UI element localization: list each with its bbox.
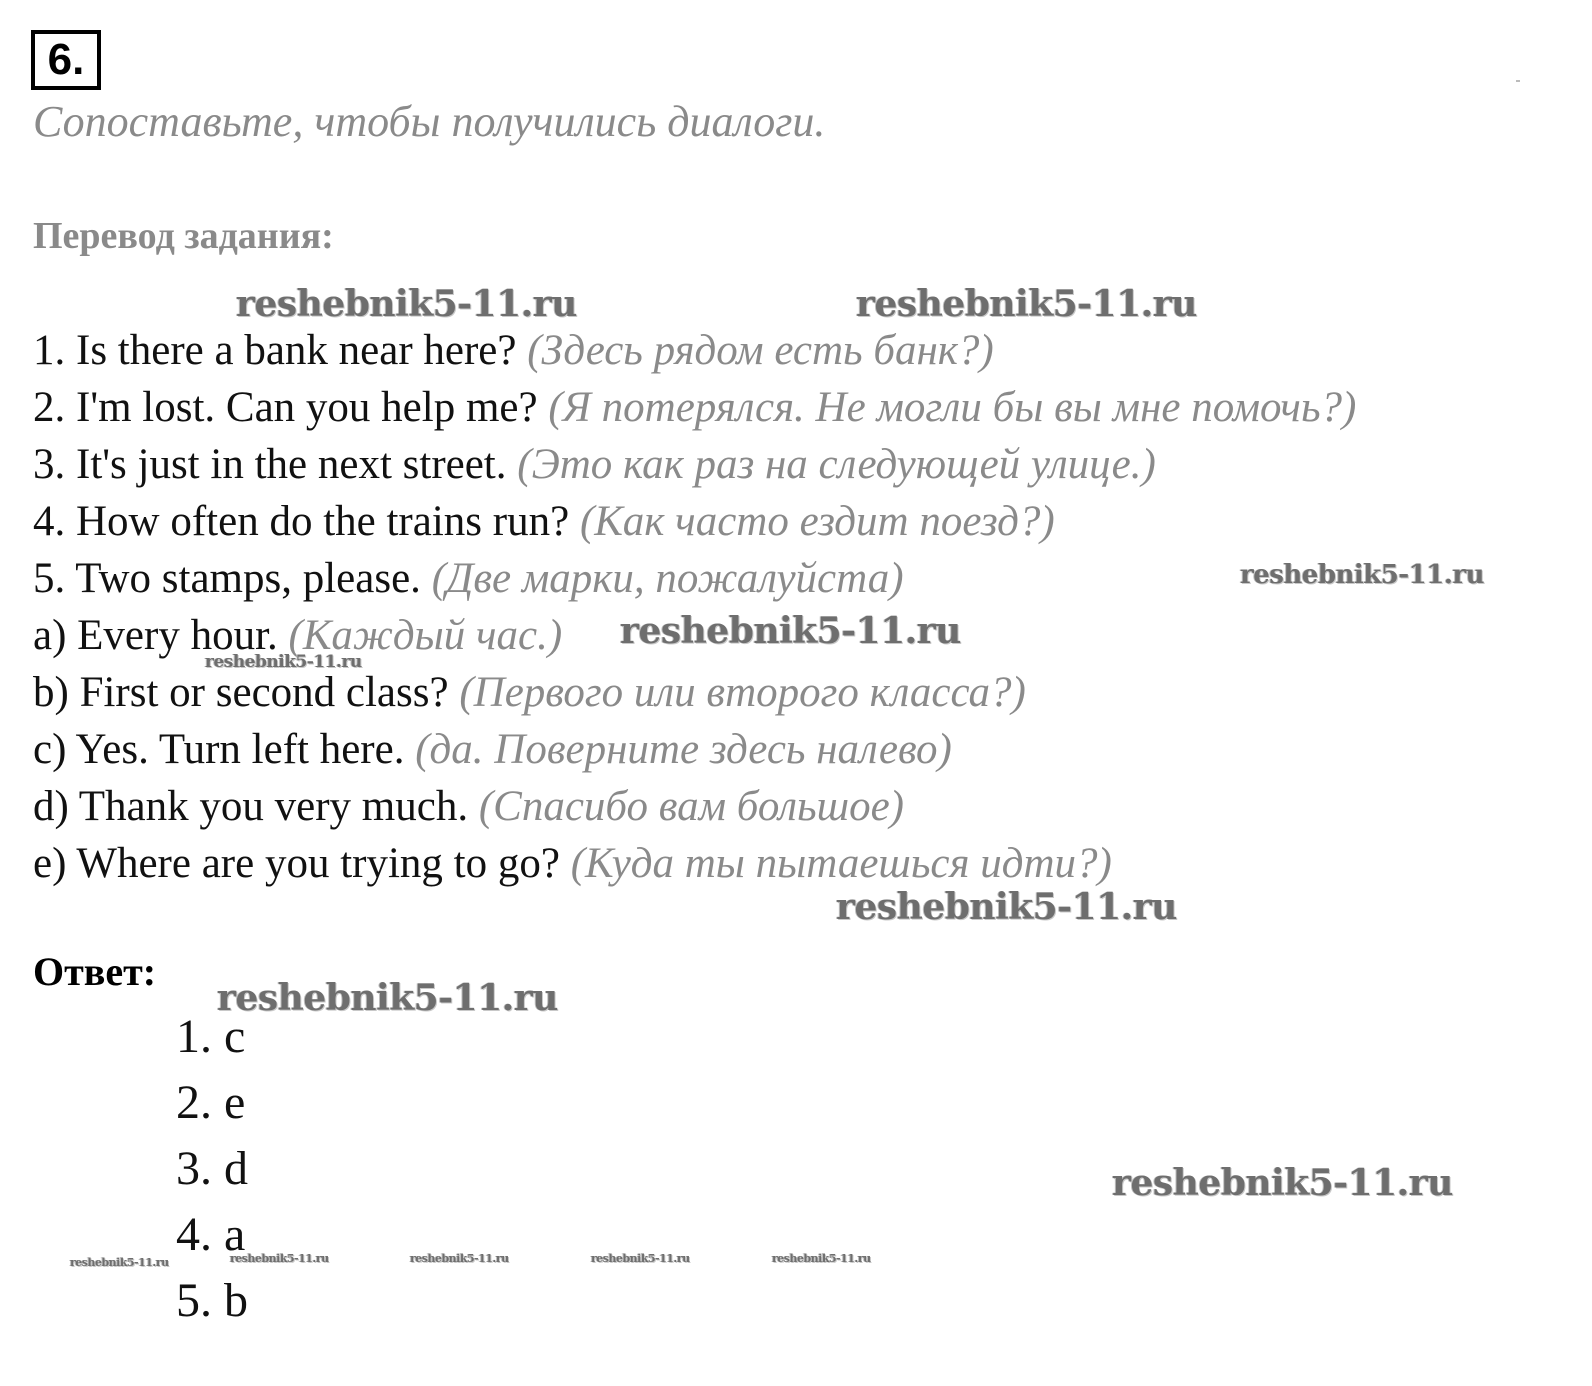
answer-item: 1. c xyxy=(176,1010,246,1063)
watermark: reshebnik5-11.ru xyxy=(70,1256,169,1269)
dialogue-english: b) First or second class? xyxy=(33,669,449,716)
dialogue-line-4 xyxy=(33,493,1356,550)
task-instruction: Сопоставьте, чтобы получились диалоги. xyxy=(33,97,826,146)
answer-item: 3. d xyxy=(176,1142,248,1195)
dialogue-english: c) Yes. Turn left here. xyxy=(33,726,405,773)
answer-item: 4. a xyxy=(176,1208,246,1261)
dialogue-russian: (Здесь рядом есть банк?) xyxy=(527,327,994,374)
dialogue-english: a) Every hour. xyxy=(33,612,278,659)
answer-heading: Ответ: xyxy=(33,949,157,994)
translation-heading: Перевод задания: xyxy=(33,215,334,257)
dialogue-russian: (Каждый час.) xyxy=(288,612,563,659)
watermark: reshebnik5-11.ru xyxy=(217,977,558,1019)
dialogue-russian: (Спасибо вам большое) xyxy=(478,783,904,830)
dialogue-english: 5. Two stamps, please. xyxy=(33,555,421,602)
dialogue-russian: (Это как раз на следующей улице.) xyxy=(517,441,1156,488)
dialogue-russian: (Первого или второго класса?) xyxy=(459,669,1026,716)
dialogue-list xyxy=(33,322,1356,892)
dialogue-english: 3. It's just in the next street. xyxy=(33,441,507,488)
watermark: reshebnik5-11.ru xyxy=(230,1252,329,1265)
watermark: reshebnik5-11.ru xyxy=(620,610,961,652)
dialogue-line-3 xyxy=(33,436,1356,493)
dialogue-english: e) Where are you trying to go? xyxy=(33,840,560,887)
dialogue-line-2 xyxy=(33,379,1356,436)
watermark: reshebnik5-11.ru xyxy=(410,1252,509,1265)
watermark: reshebnik5-11.ru xyxy=(591,1252,690,1265)
watermark: reshebnik5-11.ru xyxy=(205,652,362,672)
watermark: reshebnik5-11.ru xyxy=(1112,1162,1453,1204)
answer-list xyxy=(176,1004,248,1334)
dialogue-line-d xyxy=(33,778,1356,835)
dialogue-russian: (Я потерялся. Не могли бы вы мне помочь?) xyxy=(548,384,1357,431)
answer-item: 5. b xyxy=(176,1274,248,1327)
dialogue-line-5 xyxy=(33,550,1356,607)
watermark: reshebnik5-11.ru xyxy=(236,283,577,325)
watermark: reshebnik5-11.ru xyxy=(836,886,1177,928)
dialogue-line-e xyxy=(33,835,1356,892)
dialogue-russian: (Две марки, пожалуйста) xyxy=(431,555,904,602)
dialogue-line-b xyxy=(33,664,1356,721)
dialogue-line-1 xyxy=(33,322,1356,379)
dialogue-english: 4. How often do the trains run? xyxy=(33,498,570,545)
dialogue-line-c xyxy=(33,721,1356,778)
dialogue-english: 1. Is there a bank near here? xyxy=(33,327,517,374)
watermark: reshebnik5-11.ru xyxy=(1240,560,1485,590)
watermark: reshebnik5-11.ru xyxy=(772,1252,871,1265)
answer-item: 2. e xyxy=(176,1076,246,1129)
watermark: reshebnik5-11.ru xyxy=(856,283,1197,325)
dialogue-russian: (Как часто ездит поезд?) xyxy=(579,498,1055,545)
dialogue-english: d) Thank you very much. xyxy=(33,783,469,830)
scan-speck xyxy=(1516,80,1520,82)
dialogue-russian: (Куда ты пытаешься идти?) xyxy=(570,840,1112,887)
dialogue-english: 2. I'm lost. Can you help me? xyxy=(33,384,538,431)
dialogue-russian: (да. Поверните здесь налево) xyxy=(415,726,952,773)
task-number: 6. xyxy=(31,30,101,90)
